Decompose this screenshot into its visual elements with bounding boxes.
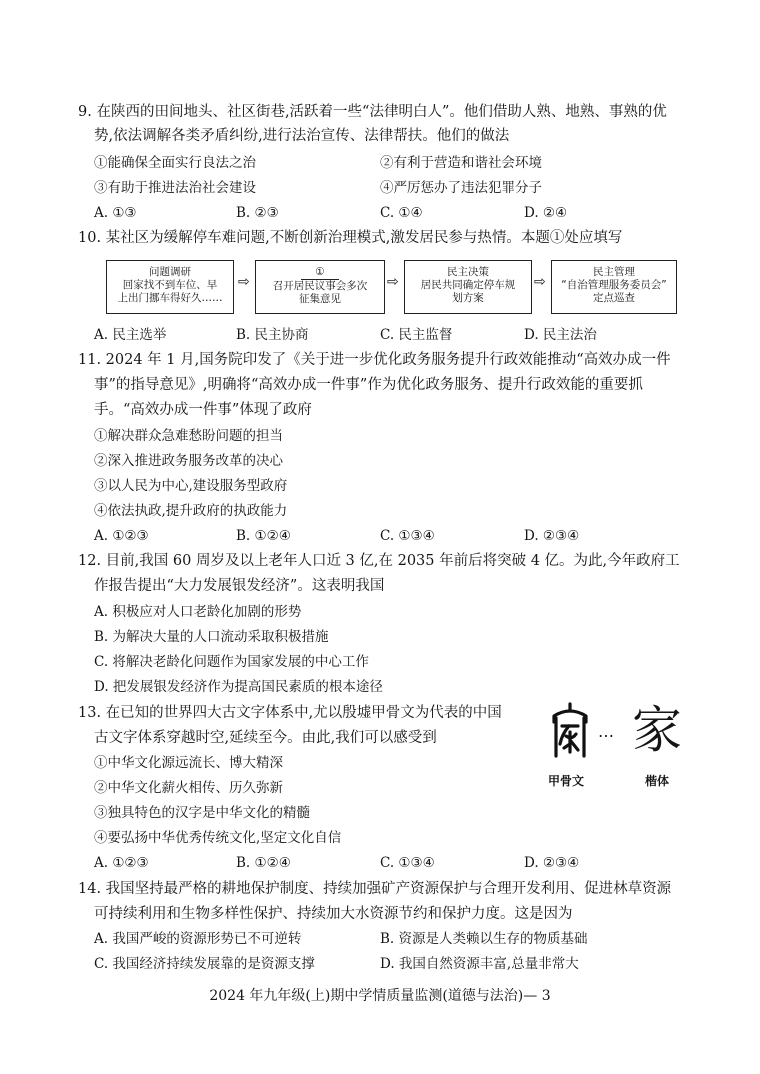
arrow-right-icon: ⇨ xyxy=(238,274,250,290)
q14-choice-c[interactable]: C. 我国经济持续发展靠的是资源支撑 xyxy=(94,956,315,972)
q14-stem-line2: 可持续利用和生物多样性保护、持续加大水资源节约和保护力度。这是因为 xyxy=(94,906,573,922)
q12-stem-line2: 作报告提出“大力发展银发经济”。这表明我国 xyxy=(94,578,385,594)
q9-choice-d[interactable]: D. ②④ xyxy=(524,205,568,221)
q11-choice-b[interactable]: B. ①②④ xyxy=(236,528,291,544)
flow-box-text: 居民共同确定停车规 xyxy=(420,279,516,291)
q9-statement-4: ④严厉惩办了违法犯罪分子 xyxy=(380,180,542,196)
q13-choice-d[interactable]: D. ②③④ xyxy=(524,855,580,871)
caption-oracle-bone: 甲骨文 xyxy=(548,774,585,788)
arrow-right-icon: ⇨ xyxy=(534,274,546,290)
flow-box-text: “自治管理服务委员会” xyxy=(561,279,667,291)
answer-blank: ① xyxy=(301,266,338,280)
q13-statement-2: ②中华文化薪火相传、历久弥新 xyxy=(94,780,283,796)
q10-choice-c[interactable]: C. 民主监督 xyxy=(380,327,453,343)
q14-stem-line1: 14. 我国坚持最严格的耕地保护制度、持续加强矿产资源保护与合理开发利用、促进林草资源 xyxy=(78,881,672,897)
arrow-right-icon: ⇨ xyxy=(387,274,399,290)
flow-box-blank xyxy=(255,260,385,314)
q14-choice-d[interactable]: D. 我国自然资源丰富,总量非常大 xyxy=(380,956,579,972)
q9-statement-1: ①能确保全面实行良法之治 xyxy=(94,155,256,171)
flow-box-title: 民主决策 xyxy=(447,266,489,278)
flow-box-text: 上出门挪车得好久…… xyxy=(117,292,223,304)
q11-stem-line2: 事”的指导意见》,明确将“高效办成一件事”作为优化政务服务、提升行政效能的重要抓 xyxy=(94,377,643,393)
q13-choice-c[interactable]: C. ①③④ xyxy=(380,855,435,871)
caption-regular-script: 楷体 xyxy=(645,774,670,788)
page-footer: 2024 年九年级(上)期中学情质量监测(道德与法治)— 3 xyxy=(209,988,551,1004)
oracle-bone-jia-glyph-icon xyxy=(548,700,592,760)
q14-choice-a[interactable]: A. 我国严峻的资源形势已不可逆转 xyxy=(94,931,302,947)
q11-stem-line1: 11. 2024 年 1 月,国务院印发了《关于进一步优化政务服务提升行政效能推动“高效办成一件 xyxy=(78,352,671,368)
regular-script-jia-glyph: 家 xyxy=(632,701,682,759)
flow-box-title: 问题调研 xyxy=(149,266,191,278)
q13-statement-1: ①中华文化源远流长、博大精深 xyxy=(94,755,283,771)
flow-box-text: 回家找不到车位、早 xyxy=(122,279,218,291)
q13-statement-3: ③独具特色的汉字是中华文化的精髓 xyxy=(94,805,310,821)
flow-box-text: 定点巡查 xyxy=(593,292,635,304)
q13-stem-line1: 13. 在已知的世界四大古文字体系中,尤以殷墟甲骨文为代表的中国 xyxy=(78,705,502,721)
ellipsis: … xyxy=(598,722,615,741)
flow-box-management xyxy=(551,260,677,314)
q12-stem-line1: 12. 目前,我国 60 周岁及以上老年人口近 3 亿,在 2035 年前后将突破 4 亿。为此,今年政府工 xyxy=(78,553,680,569)
q9-stem-line2: 势,依法调解各类矛盾纠纷,进行法治宣传、法律帮扶。他们的做法 xyxy=(94,128,510,144)
flow-box-title: 民主管理 xyxy=(593,266,635,278)
q11-choice-a[interactable]: A. ①②③ xyxy=(94,528,149,544)
q9-choice-b[interactable]: B. ②③ xyxy=(236,205,279,221)
q11-statement-4: ④依法执政,提升政府的执政能力 xyxy=(94,503,288,519)
q12-choice-a[interactable]: A. 积极应对人口老龄化加剧的形势 xyxy=(94,604,302,620)
flow-box-research xyxy=(106,260,234,314)
q13-statement-4: ④要弘扬中华优秀传统文化,坚定文化自信 xyxy=(94,830,342,846)
q12-choice-d[interactable]: D. 把发展银发经济作为提高国民素质的根本途径 xyxy=(94,679,383,695)
flow-box-text: 征集意见 xyxy=(299,293,341,305)
q9-statement-2: ②有利于营造和谐社会环境 xyxy=(380,155,542,171)
q13-choice-b[interactable]: B. ①②④ xyxy=(236,855,291,871)
q12-choice-b[interactable]: B. 为解决大量的人口流动采取积极措施 xyxy=(94,629,329,645)
q9-choice-c[interactable]: C. ①④ xyxy=(380,205,423,221)
q13-stem-line2: 古文字体系穿越时空,延续至今。由此,我们可以感受到 xyxy=(94,730,437,746)
flow-box-text: 召开居民议事会多次 xyxy=(272,280,368,292)
q12-choice-c[interactable]: C. 将解决老龄化问题作为国家发展的中心工作 xyxy=(94,654,369,670)
q11-statement-3: ③以人民为中心,建设服务型政府 xyxy=(94,478,288,494)
flow-box-decision xyxy=(404,260,532,314)
q9-stem-line1: 9. 在陕西的田间地头、社区街巷,活跃着一些“法律明白人”。他们借助人熟、地熟、事熟的优 xyxy=(78,104,667,120)
q10-choice-d[interactable]: D. 民主法治 xyxy=(524,327,597,343)
q10-choice-a[interactable]: A. 民主选举 xyxy=(94,327,167,343)
q11-choice-c[interactable]: C. ①③④ xyxy=(380,528,435,544)
q10-stem: 10. 某社区为缓解停车难问题,不断创新治理模式,激发居民参与热情。本题①处应填写 xyxy=(78,230,623,246)
q11-stem-line3: 手。“高效办成一件事”体现了政府 xyxy=(94,402,312,418)
q11-choice-d[interactable]: D. ②③④ xyxy=(524,528,580,544)
q9-statement-3: ③有助于推进法治社会建设 xyxy=(94,180,256,196)
q14-choice-b[interactable]: B. 资源是人类赖以生存的物质基础 xyxy=(380,931,588,947)
q11-statement-1: ①解决群众急难愁盼问题的担当 xyxy=(94,428,283,444)
flow-box-text: 划方案 xyxy=(452,292,484,304)
q10-choice-b[interactable]: B. 民主协商 xyxy=(236,327,309,343)
q9-choice-a[interactable]: A. ①③ xyxy=(94,205,137,221)
q11-statement-2: ②深入推进政务服务改革的决心 xyxy=(94,453,283,469)
q13-choice-a[interactable]: A. ①②③ xyxy=(94,855,149,871)
